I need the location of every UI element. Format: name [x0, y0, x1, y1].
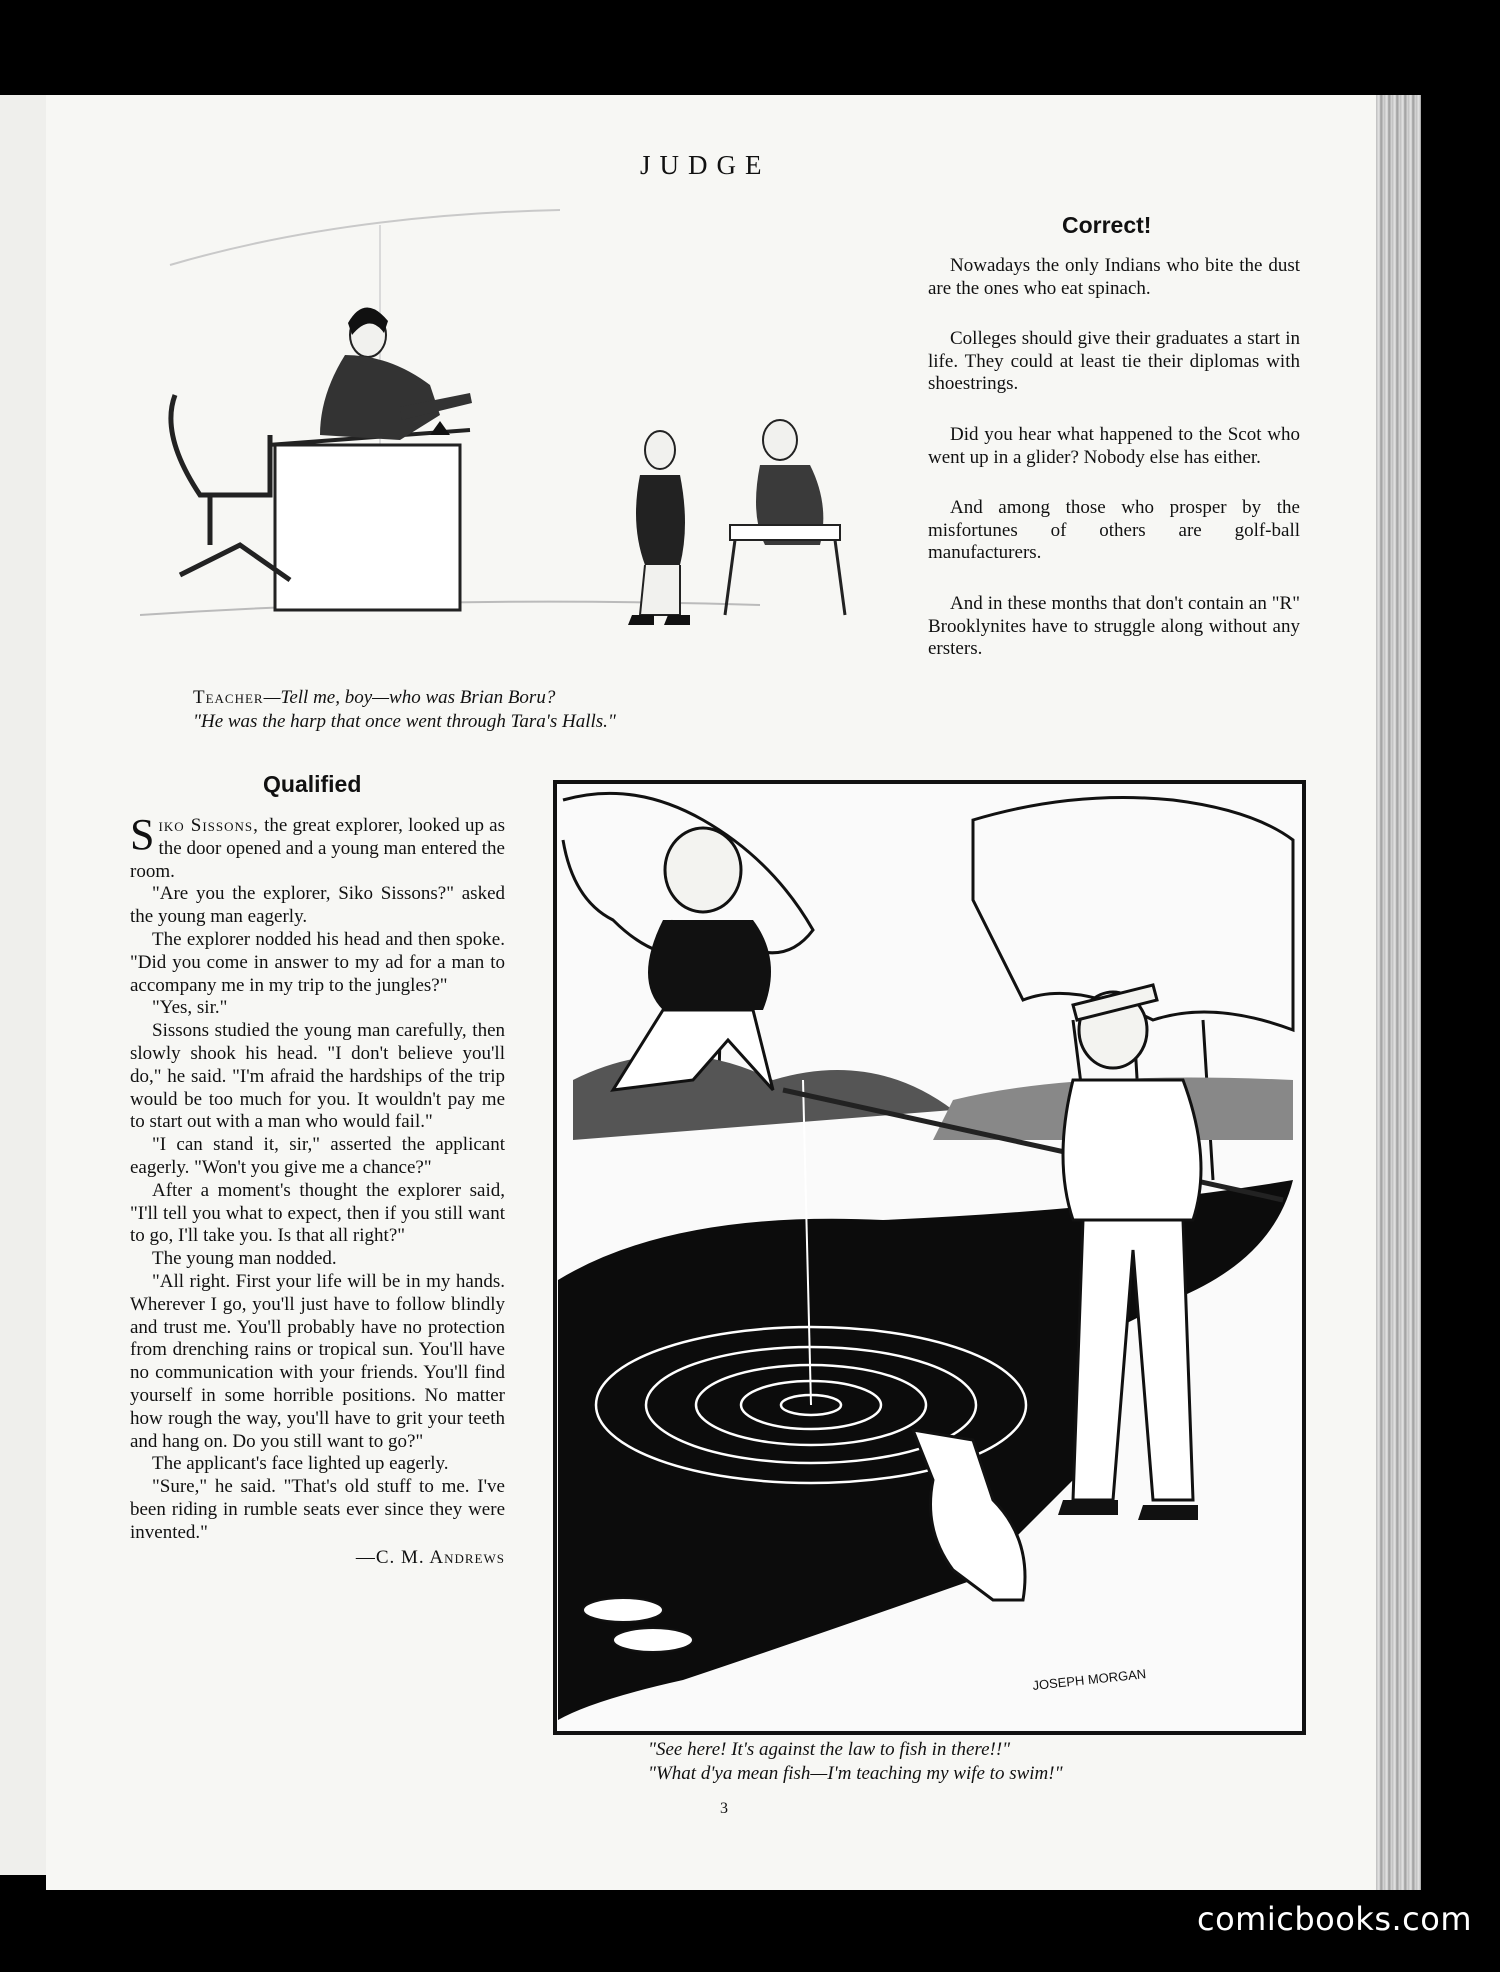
correct-heading: Correct! — [1062, 212, 1152, 238]
qualified-paragraph: Sissons studied the young man carefully, then slowly shook his head. "I don't believe you'll do," he said. "I'm afraid the hardships of the trip would be too much for you. It wouldn't pay me to start out with a man who would fail." — [130, 1020, 505, 1133]
fishing-cartoon — [553, 780, 1306, 1735]
caption-line-2: "He was the harp that once went through Tara's Halls." — [193, 711, 616, 732]
teacher — [320, 307, 472, 440]
qualified-paragraph: "Sure," he said. "That's old stuff to me. I've been riding in rumble seats ever since they were invented." — [130, 1476, 505, 1543]
caption-line-1: "See here! It's against the law to fish in there!!" — [648, 1739, 1011, 1760]
classroom-cartoon — [140, 195, 920, 645]
teacher-chair — [171, 395, 290, 580]
qualified-paragraph: "Yes, sir." — [152, 997, 228, 1019]
correct-paragraph: Colleges should give their graduates a start in life. They could at least tie their diplomas with shoestrings. — [928, 328, 1300, 395]
artist-signature: JOSEPH MORGAN — [1031, 1666, 1147, 1693]
watermark: comicbooks.com — [1196, 1900, 1472, 1938]
bottom-cartoon-caption — [648, 1738, 1298, 1786]
student-at-desk — [725, 420, 845, 615]
qualified-paragraph: "All right. First your life will be in my hands. Wherever I go, you'll just have to follow blindly and trust me. You'll probably have no protection from drenching rains or tropical sun. You'll have no communication with your friends. You'll find yourself in some horrible positions. No matter how rough the way, you'll have to grit your teeth and hang on. Do you still want to go?" — [130, 1270, 505, 1452]
qualified-paragraph: "Are you the explorer, Siko Sissons?" asked the young man eagerly. — [130, 883, 505, 928]
caption-line-2: "What d'ya mean fish—I'm teaching my wife to swim!" — [648, 1763, 1063, 1784]
page-stack-edge — [1376, 95, 1421, 1890]
caption-speaker: Teacher — [193, 687, 264, 708]
qualified-paragraph: After a moment's thought the explorer said, "I'll tell you what to expect, then if you still want to go, I'll take you. Is that all right?" — [130, 1179, 505, 1247]
teacher-desk — [268, 421, 470, 610]
caption-line-1: —Tell me, boy—who was Brian Boru? — [263, 687, 556, 708]
correct-column — [928, 255, 1300, 661]
correct-paragraph: Did you hear what happened to the Scot who went up in a glider? Nobody else has either. — [928, 423, 1300, 468]
qualified-paragraph: The explorer nodded his head and then spoke. "Did you come in answer to my ad for a man to accompany me in my trip to the jungles?" — [130, 928, 505, 996]
page-number: 3 — [720, 1800, 728, 1817]
qualified-paragraph: The applicant's face lighted up eagerly. — [152, 1453, 449, 1475]
boy — [628, 431, 690, 625]
qualified-heading: Qualified — [263, 771, 362, 797]
qualified-column — [130, 810, 506, 1569]
drop-cap: S — [130, 810, 155, 859]
qualified-paragraph: The young man nodded. — [152, 1248, 337, 1270]
qualified-first-paragraph: Siko Sissons, the great explorer, looked up as the door opened and a young man entered the room. — [130, 810, 506, 882]
author-signature: —C. M. Andrews — [355, 1546, 505, 1568]
correct-paragraph: And among those who prosper by the misfortunes of others are golf-ball manufacturers. — [928, 497, 1300, 564]
top-cartoon-caption — [193, 686, 893, 734]
correct-paragraph: Nowadays the only Indians who bite the dust are the ones who eat spinach. — [928, 255, 1300, 299]
page-header: JUDGE — [640, 150, 771, 180]
qualified-paragraph: "I can stand it, sir," asserted the applicant eagerly. "Won't you give me a chance?" — [130, 1134, 505, 1178]
correct-paragraph: And in these months that don't contain an "R" Brooklynites have to struggle along without any ersters. — [928, 592, 1300, 660]
